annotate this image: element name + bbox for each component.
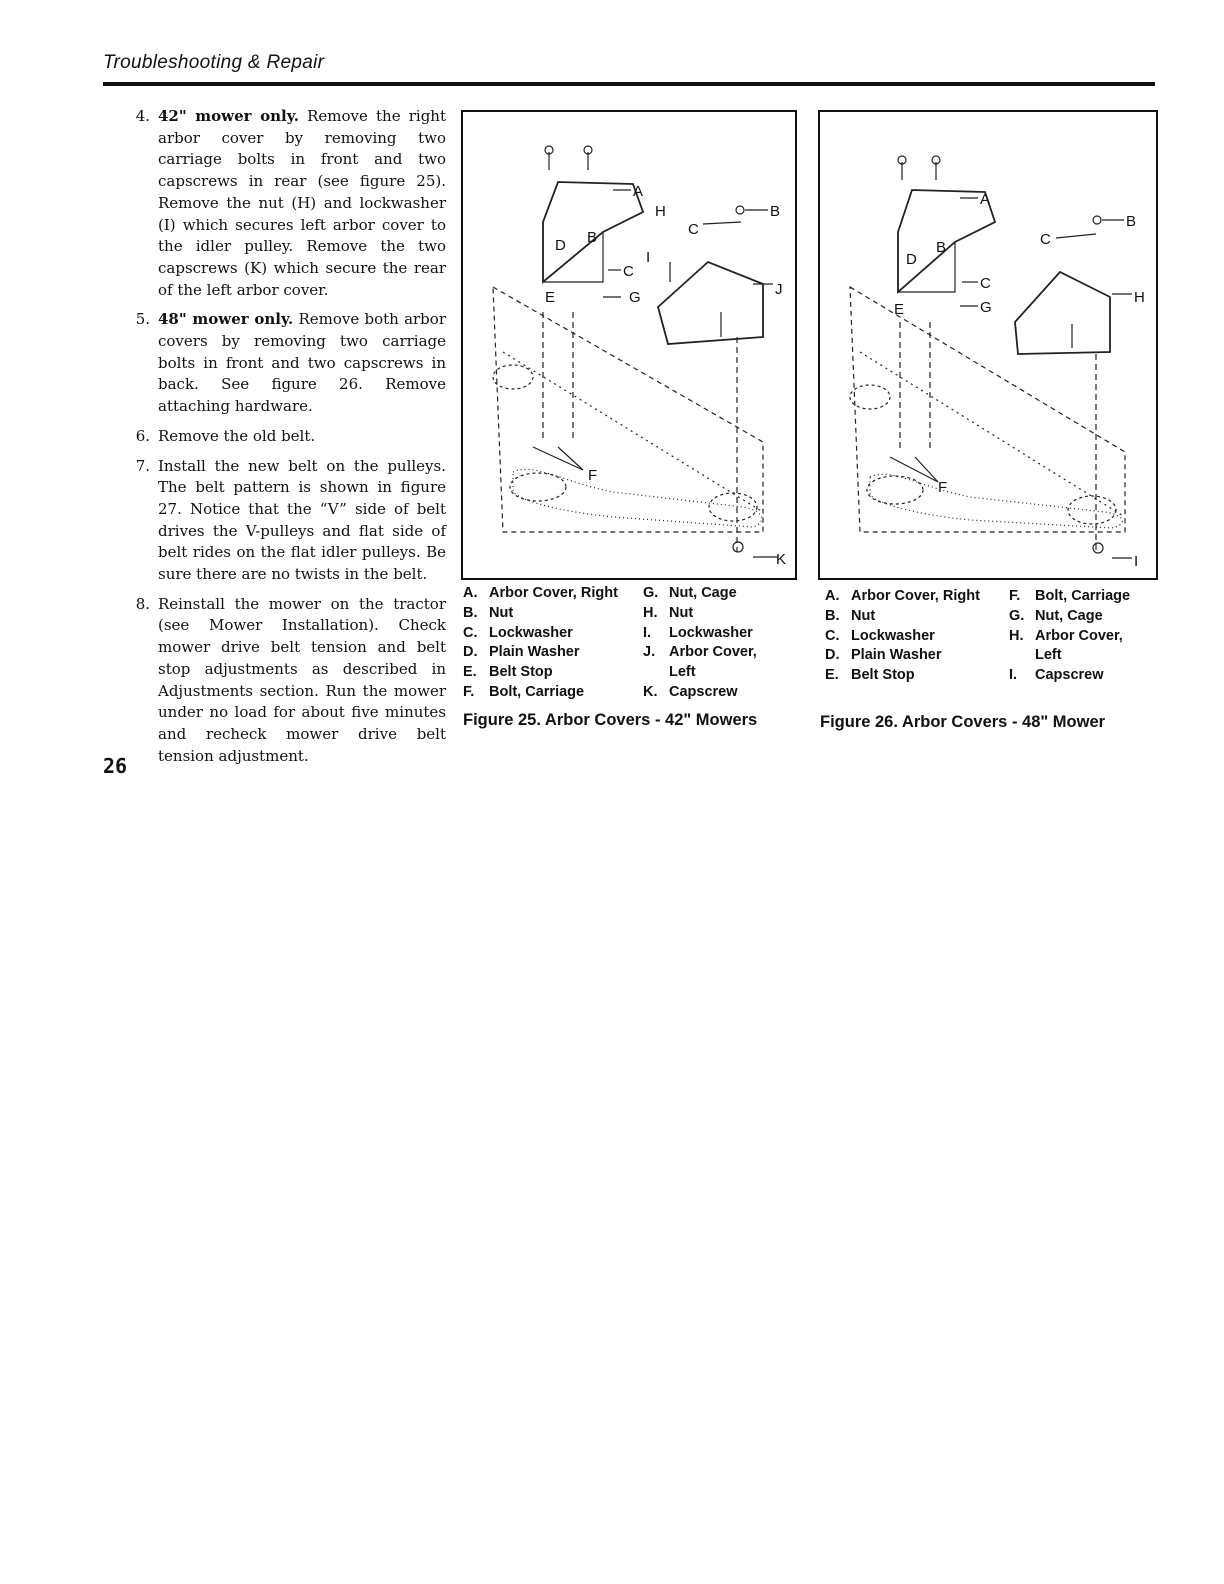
legend-key: G. (1009, 607, 1025, 624)
callout-d: D (906, 251, 917, 268)
legend-item (825, 587, 980, 607)
legend-item (825, 666, 980, 686)
legend-key: B. (825, 607, 840, 624)
callout-g: G (629, 289, 641, 306)
step-bold-lead: 48" mower only. (158, 310, 294, 329)
instruction-steps (106, 106, 446, 775)
step-7 (106, 456, 446, 586)
legend-item (463, 643, 618, 663)
drive-belt (870, 474, 1122, 528)
legend-item (1009, 666, 1130, 686)
callout-e: E (894, 301, 905, 318)
legend-key: E. (825, 667, 839, 684)
legend-key: C. (825, 627, 840, 644)
legend-item (643, 604, 757, 624)
legend-label: Capscrew (1035, 667, 1104, 684)
step-number: 7. (135, 456, 150, 475)
step-5 (106, 309, 446, 418)
idler-pulley-icon (493, 365, 533, 389)
callout-f: F (588, 467, 598, 484)
callout-leader (558, 447, 583, 470)
callout-i: I (646, 249, 651, 266)
spindle-pulley-icon (1068, 496, 1116, 524)
legend-label: Bolt, Carriage (1035, 588, 1131, 604)
legend-key: I. (1009, 667, 1018, 684)
step-text (158, 594, 446, 768)
legend-item (1009, 607, 1130, 627)
legend-item (643, 683, 757, 703)
legend-column-left (463, 584, 618, 703)
legend-key: H. (643, 604, 658, 621)
step-number: 6. (135, 426, 150, 445)
figure-26-caption: Figure 26. Arbor Covers - 48" Mower (820, 713, 1106, 731)
legend-item (1009, 627, 1130, 647)
step-bold-lead: 42" mower only. (158, 107, 299, 125)
legend-item (463, 663, 618, 683)
legend-column-right (1009, 587, 1130, 686)
legend-key: G. (643, 585, 659, 601)
callout-a: A (633, 183, 644, 200)
figure-26-drawing (818, 110, 1158, 580)
legend-label: Plain Washer (851, 647, 942, 664)
section-header: Troubleshooting & Repair (103, 52, 325, 73)
legend-label: Capscrew (669, 683, 738, 700)
callout-d: D (555, 237, 566, 254)
legend-key: D. (463, 644, 478, 661)
nut-icon (736, 206, 744, 214)
legend-key: F. (1009, 588, 1021, 604)
legend-label: Lockwasher (489, 624, 573, 641)
legend-label: Bolt, Carriage (489, 683, 585, 700)
legend-key: B. (463, 604, 478, 621)
callout-h: H (1134, 289, 1145, 306)
spindle-pulley-icon (709, 493, 757, 521)
legend-item (643, 584, 757, 604)
callout-b: B (770, 203, 781, 220)
legend-key: I. (643, 624, 652, 641)
legend-label: Lockwasher (851, 627, 935, 644)
legend-item (1009, 646, 1130, 666)
deck-edge (503, 352, 763, 512)
figure-25-legend (463, 584, 793, 706)
callout-a: A (980, 191, 991, 208)
step-number: 8. (135, 594, 150, 613)
callout-k: K (776, 551, 787, 568)
legend-label: Lockwasher (669, 624, 753, 641)
callout-c-inner: C (623, 263, 634, 280)
step-4 (106, 106, 446, 301)
legend-key: F. (463, 683, 475, 700)
legend-key: J. (643, 644, 656, 661)
legend-item (463, 604, 618, 624)
legend-key: C. (463, 624, 478, 641)
legend-column-left (825, 587, 980, 686)
legend-item (825, 646, 980, 666)
capscrew-icon (1093, 543, 1103, 553)
legend-label: Left (1035, 647, 1062, 664)
legend-label: Nut (669, 604, 694, 621)
step-text (158, 309, 446, 418)
step-text (158, 426, 446, 448)
capscrew-icon (733, 542, 743, 552)
legend-label: Nut (851, 607, 876, 624)
callout-b: B (1126, 213, 1137, 230)
legend-item (643, 663, 757, 683)
callout-leader (703, 222, 741, 224)
figure-26-svg (820, 112, 1156, 578)
header-rule (103, 82, 1155, 86)
figure-25-svg (463, 112, 795, 578)
callout-c: C (688, 221, 699, 238)
legend-label: Arbor Cover, Right (489, 585, 618, 601)
step-text (158, 106, 446, 301)
legend-label: Arbor Cover, (1035, 627, 1123, 644)
arbor-cover-left-icon (658, 262, 763, 344)
callout-i: I (1134, 553, 1139, 570)
idler-pulley-icon (850, 385, 890, 409)
callout-leader (1056, 234, 1096, 238)
mower-deck-outline (850, 287, 1125, 532)
step-body: Remove both arbor covers by removing two carriage bolts in front and two capscrews in back. See figure 26. Remove attaching hardware. (158, 310, 446, 416)
callout-e: E (545, 289, 556, 306)
figure-25-caption: Figure 25. Arbor Covers - 42" Mowers (463, 711, 758, 729)
legend-key: K. (643, 683, 658, 700)
legend-key: A. (825, 588, 840, 604)
legend-item (463, 624, 618, 644)
step-6 (106, 426, 446, 448)
legend-item (463, 683, 618, 703)
legend-label: Arbor Cover, Right (851, 588, 980, 604)
legend-label: Plain Washer (489, 644, 580, 661)
callout-c-inner: C (980, 275, 991, 292)
legend-item (643, 624, 757, 644)
step-body: Reinstall the mower on the tractor (see Mower Installation). Check mower drive belt tension and belt stop adjustments as described in Adjustments section. Run the mower under no load for about five minutes and recheck mower drive belt tension adjustment. (158, 594, 446, 765)
legend-label: Arbor Cover, (669, 644, 757, 661)
step-body: Remove the old belt. (158, 426, 316, 445)
legend-item (463, 584, 618, 604)
legend-label: Belt Stop (489, 664, 553, 681)
legend-label: Nut, Cage (1035, 607, 1103, 624)
legend-label: Nut (489, 604, 514, 621)
callout-h: H (655, 203, 666, 220)
callout-j: J (775, 281, 783, 298)
callout-c: C (1040, 231, 1051, 248)
legend-item (825, 627, 980, 647)
page-number: 26 (103, 754, 128, 778)
figure-25-drawing (461, 110, 797, 580)
legend-key: D. (825, 647, 840, 664)
step-number: 4. (135, 107, 150, 125)
callout-b-inner: B (587, 229, 598, 246)
step-8 (106, 594, 446, 768)
step-body: Install the new belt on the pulleys. The belt pattern is shown in figure 27. Notice that the “V” side of belt drives the V-pulleys and flat side of belt rides on the flat idler pulleys. Be sure there are no twists in the belt. (158, 456, 446, 584)
legend-label: Left (669, 664, 696, 681)
legend-label: Nut, Cage (669, 585, 737, 601)
callout-b-inner: B (936, 239, 947, 256)
step-body: Remove the right arbor cover by removing two carriage bolts in front and two capscrews in rear (see figure 25). Remove the nut (H) and lockwasher (I) which secures left arbor cover to the idler pulley. Remove the two capscrews (K) which secure the rear of the left arbor cover. (158, 107, 446, 299)
spindle-pulley-icon (510, 473, 566, 501)
step-number: 5. (135, 310, 150, 329)
callout-leader (890, 457, 938, 482)
mower-deck-outline (493, 287, 763, 532)
legend-key: H. (1009, 627, 1024, 644)
arbor-cover-left-icon (1015, 272, 1110, 354)
legend-item (1009, 587, 1130, 607)
legend-column-right (643, 584, 757, 703)
legend-key: A. (463, 585, 478, 601)
legend-item (643, 643, 757, 663)
drive-belt (513, 469, 762, 527)
legend-key: E. (463, 664, 477, 681)
legend-item (825, 607, 980, 627)
spindle-pulley-icon (867, 476, 923, 504)
callout-leader (533, 447, 583, 470)
nut-icon (1093, 216, 1101, 224)
callout-leader (915, 457, 938, 482)
callout-f: F (938, 479, 948, 496)
figure-26-legend (825, 587, 1155, 691)
legend-label: Belt Stop (851, 667, 915, 684)
step-text (158, 456, 446, 586)
callout-g: G (980, 299, 992, 316)
